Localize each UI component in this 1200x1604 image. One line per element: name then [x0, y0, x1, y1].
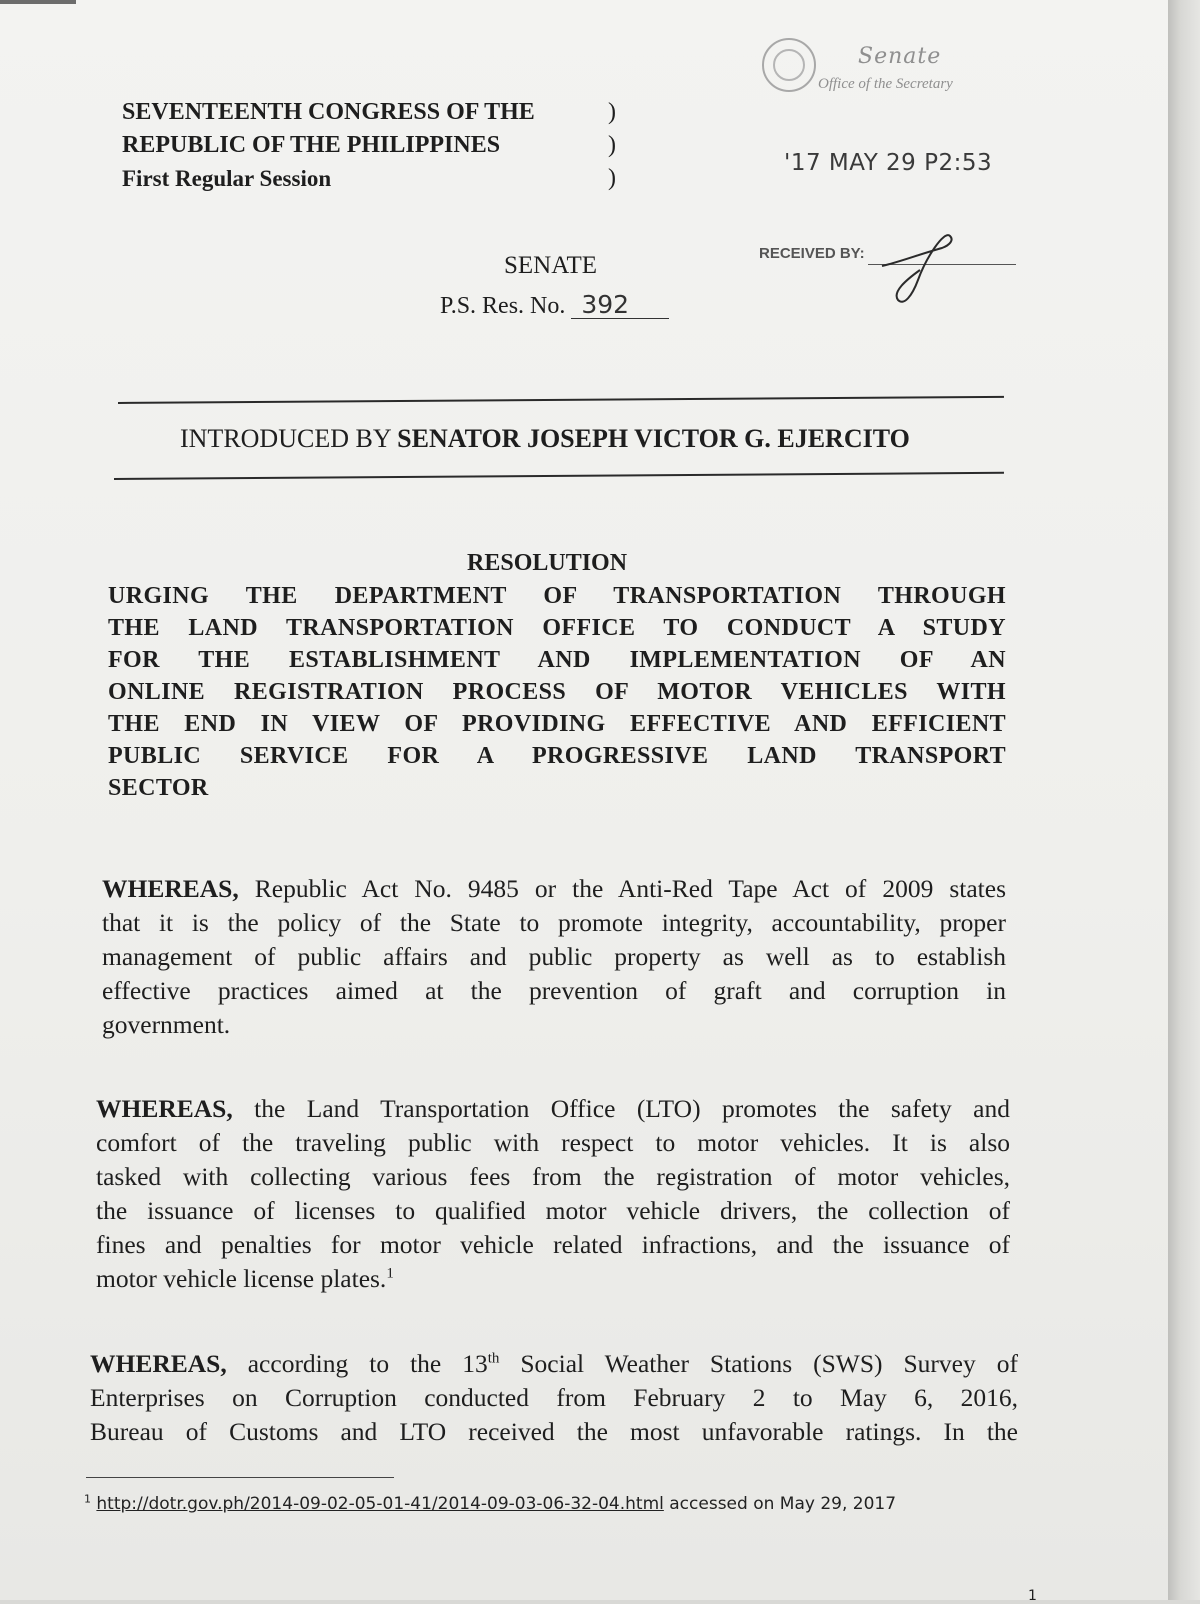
introduced-author: SENATOR JOSEPH VICTOR G. EJERCITO [397, 424, 910, 453]
whereas-paragraph-3 [90, 1347, 1018, 1449]
paren-1: ) [608, 99, 616, 125]
paren-3: ) [608, 165, 616, 191]
paragraph-line: effective practices aimed at the prevention of graft and corruption in [102, 976, 1006, 1005]
paragraph-text: the Land Transportation Office (LTO) promotes the safety and [232, 1094, 1010, 1123]
header-line-3: First Regular Session [122, 166, 332, 191]
title-line: URGING THE DEPARTMENT OF TRANSPORTATION THROUGH [108, 583, 1006, 609]
footnote-divider [86, 1477, 394, 1478]
divider-top [118, 396, 1004, 404]
title-line: THE END IN VIEW OF PROVIDING EFFECTIVE AND EFFICIENT [108, 711, 1006, 737]
chamber-title: SENATE [504, 252, 598, 279]
title-line: FOR THE ESTABLISHMENT AND IMPLEMENTATION OF AN [108, 647, 1006, 673]
introduced-prefix: INTRODUCED BY [180, 424, 398, 453]
paragraph-text: Republic Act No. 9485 or the Anti-Red Tape Act of 2009 states [238, 874, 1006, 903]
resolution-number: 392 [571, 292, 669, 319]
paragraph-line [96, 1092, 1010, 1126]
title-line: THE LAND TRANSPORTATION OFFICE TO CONDUCT A STUDY [108, 615, 1006, 641]
footnote-reference[interactable]: 1 [386, 1265, 394, 1282]
introduced-by [180, 424, 910, 454]
footnote-marker: 1 [84, 1492, 91, 1506]
paragraph-text: according to the 13 [226, 1349, 488, 1378]
whereas-lead: WHEREAS, [102, 874, 239, 903]
signature-icon [880, 218, 970, 313]
header-parens [608, 96, 616, 195]
received-timestamp: '17 MAY 29 P2:53 [784, 150, 993, 176]
whereas-paragraph-1 [102, 872, 1006, 1042]
header-line-1: SEVENTEENTH CONGRESS OF THE [122, 99, 535, 125]
paragraph-line: management of public affairs and public property as well as to establish [102, 942, 1006, 971]
title-line: SECTOR [108, 775, 209, 801]
footnote-link[interactable]: http://dotr.gov.ph/2014-09-02-05-01-41/2014-09-03-06-32-04.html [96, 1494, 664, 1514]
stamp-title: Senate [858, 44, 942, 69]
footnote [84, 1494, 896, 1514]
ordinal-suffix: th [487, 1350, 500, 1367]
senate-receipt-stamp [762, 36, 1012, 106]
whereas-paragraph-2 [96, 1092, 1010, 1296]
paragraph-line: tasked with collecting various fees from the registration of motor vehicles, [96, 1162, 1010, 1191]
paragraph-line: that it is the policy of the State to promote integrity, accountability, proper [102, 908, 1006, 937]
received-by-label: RECEIVED BY: [759, 245, 865, 262]
paragraph-line [102, 872, 1006, 906]
paragraph-line: Bureau of Customs and LTO received the most unfavorable ratings. In the [90, 1417, 1018, 1446]
paragraph-line [96, 1262, 1010, 1296]
stamp-subtitle: Office of the Secretary [818, 76, 953, 92]
resolution-title [108, 580, 1006, 804]
page-number: 1 [1028, 1588, 1037, 1604]
paren-2: ) [608, 132, 616, 158]
paragraph-text: Social Weather Stations (SWS) Survey of [499, 1349, 1018, 1378]
title-line: ONLINE REGISTRATION PROCESS OF MOTOR VEHICLES WITH [108, 679, 1006, 705]
resolution-heading: RESOLUTION [467, 550, 628, 576]
title-line: PUBLIC SERVICE FOR A PROGRESSIVE LAND TRANSPORT [108, 743, 1006, 769]
paragraph-line: Enterprises on Corruption conducted from February 2 to May 6, 2016, [90, 1383, 1018, 1412]
resolution-number-line [440, 292, 669, 320]
paragraph-line: the issuance of licenses to qualified motor vehicle drivers, the collection of [96, 1196, 1010, 1225]
header-line-2: REPUBLIC OF THE PHILIPPINES [122, 132, 501, 158]
paragraph-text: motor vehicle license plates. [96, 1264, 387, 1293]
paragraph-line: fines and penalties for motor vehicle related infractions, and the issuance of [96, 1230, 1010, 1259]
whereas-lead: WHEREAS, [96, 1094, 233, 1123]
whereas-lead: WHEREAS, [90, 1349, 227, 1378]
congress-header [122, 96, 535, 195]
corner-mark [0, 0, 76, 4]
paragraph-line: government. [102, 1010, 231, 1039]
senate-seal-icon [762, 38, 816, 92]
divider-bottom [114, 472, 1004, 480]
paragraph-line [90, 1347, 1018, 1381]
resolution-number-label: P.S. Res. No. [440, 293, 566, 319]
paragraph-line: comfort of the traveling public with respect to motor vehicles. It is also [96, 1128, 1010, 1157]
footnote-suffix: accessed on May 29, 2017 [663, 1494, 897, 1514]
next-page-edge [1168, 0, 1200, 1600]
